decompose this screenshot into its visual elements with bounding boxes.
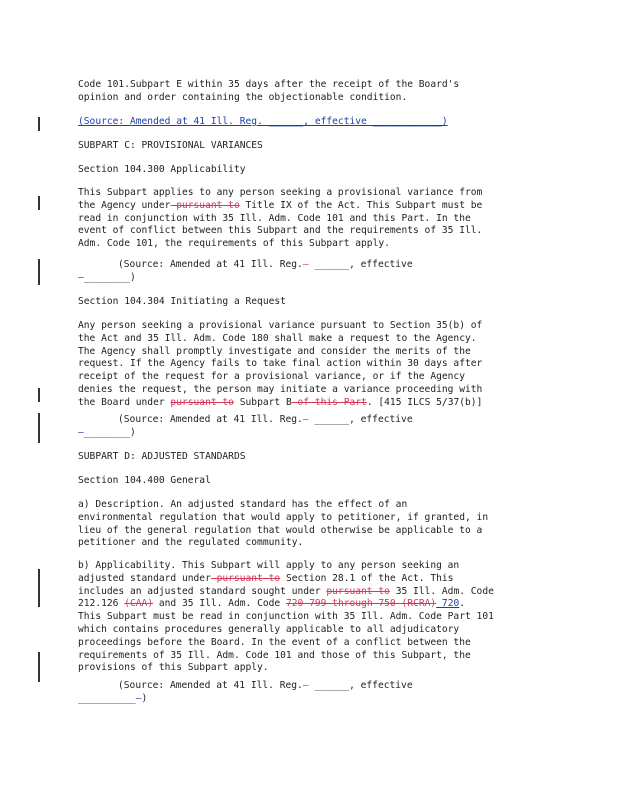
section-104-400-b: b) Applicability. This Subpart will apply to any person seeking an adjusted standard under pursuant to Section 28.1 of the Act. This includes an adjusted standard sought under pursuant to 35 Ill. Adm. Code 212.126 (CAA) and 35 Ill. Adm. Code 720 799 through 750 (RCRA) 720. This Subpart must be read in conjunction with 35 Ill. Adm. Code Part 101 which contains procedures generally applicable to all adjudicatory proceedings before the Board. In the event of a conflict between the requirements of 35 Ill. Adm. Code 101 and those of this Subpart, the provisions of this Subpart apply.: [78, 560, 494, 674]
change-bar: [38, 569, 40, 607]
change-bar: [38, 117, 40, 131]
intro-paragraph: Code 101.Subpart E within 35 days after the receipt of the Board's opinion and order containing the objectionable condition.: [78, 79, 460, 103]
section-104-400-heading: Section 104.400 General: [78, 475, 211, 486]
section-104-304-body: Any person seeking a provisional variance pursuant to Section 35(b) of the Act and 35 Ill. Adm. Code 180 shall make a request to the Agency. The Agency shall promptly investigate and consider the merits of the request. If the Agency fails to take final action within 30 days after receipt of the request for a provisional variance, or if the Agency denies the request, the person may initiate a variance proceeding with the Board under pursuant to Subpart B of this Part. [415 ILCS 5/37(b)]: [78, 320, 483, 408]
section-104-300-heading: Section 104.300 Applicability: [78, 164, 246, 175]
section-104-300-body: This Subpart applies to any person seeking a provisional variance from the Agency under pursuant to Title IX of the Act. This Subpart must be read in conjunction with 35 Ill. Adm. Code 101 and this Part. In the event of conflict between this Subpart and the requirements of 35 Ill. Adm. Code 101, the requirements of this Subpart apply.: [78, 187, 483, 250]
change-bar: [38, 259, 40, 285]
source-note-104-304: (Source: Amended at 41 Ill. Reg.— ______, effective —________): [78, 414, 413, 438]
change-bar: [38, 652, 40, 682]
section-104-400-a: a) Description. An adjusted standard has the effect of an environmental regulation that would apply to petitioner, if granted, in lieu of the general regulation that would otherwise be applicable to a petitioner and the regulated community.: [78, 499, 489, 549]
change-bar: [38, 413, 40, 443]
subpart-d-heading: SUBPART D: ADJUSTED STANDARDS: [78, 451, 246, 462]
source-note-main: (Source: Amended at 41 Ill. Reg. ______, effective ____________): [78, 116, 448, 127]
source-note-104-400: (Source: Amended at 41 Ill. Reg.— ______, effective __________—): [78, 680, 413, 704]
source-note-104-300: (Source: Amended at 41 Ill. Reg.— ______, effective —________): [78, 259, 413, 283]
change-bar: [38, 196, 40, 210]
section-104-304-heading: Section 104.304 Initiating a Request: [78, 296, 286, 307]
change-bar: [38, 388, 40, 402]
subpart-c-heading: SUBPART C: PROVISIONAL VARIANCES: [78, 140, 263, 151]
